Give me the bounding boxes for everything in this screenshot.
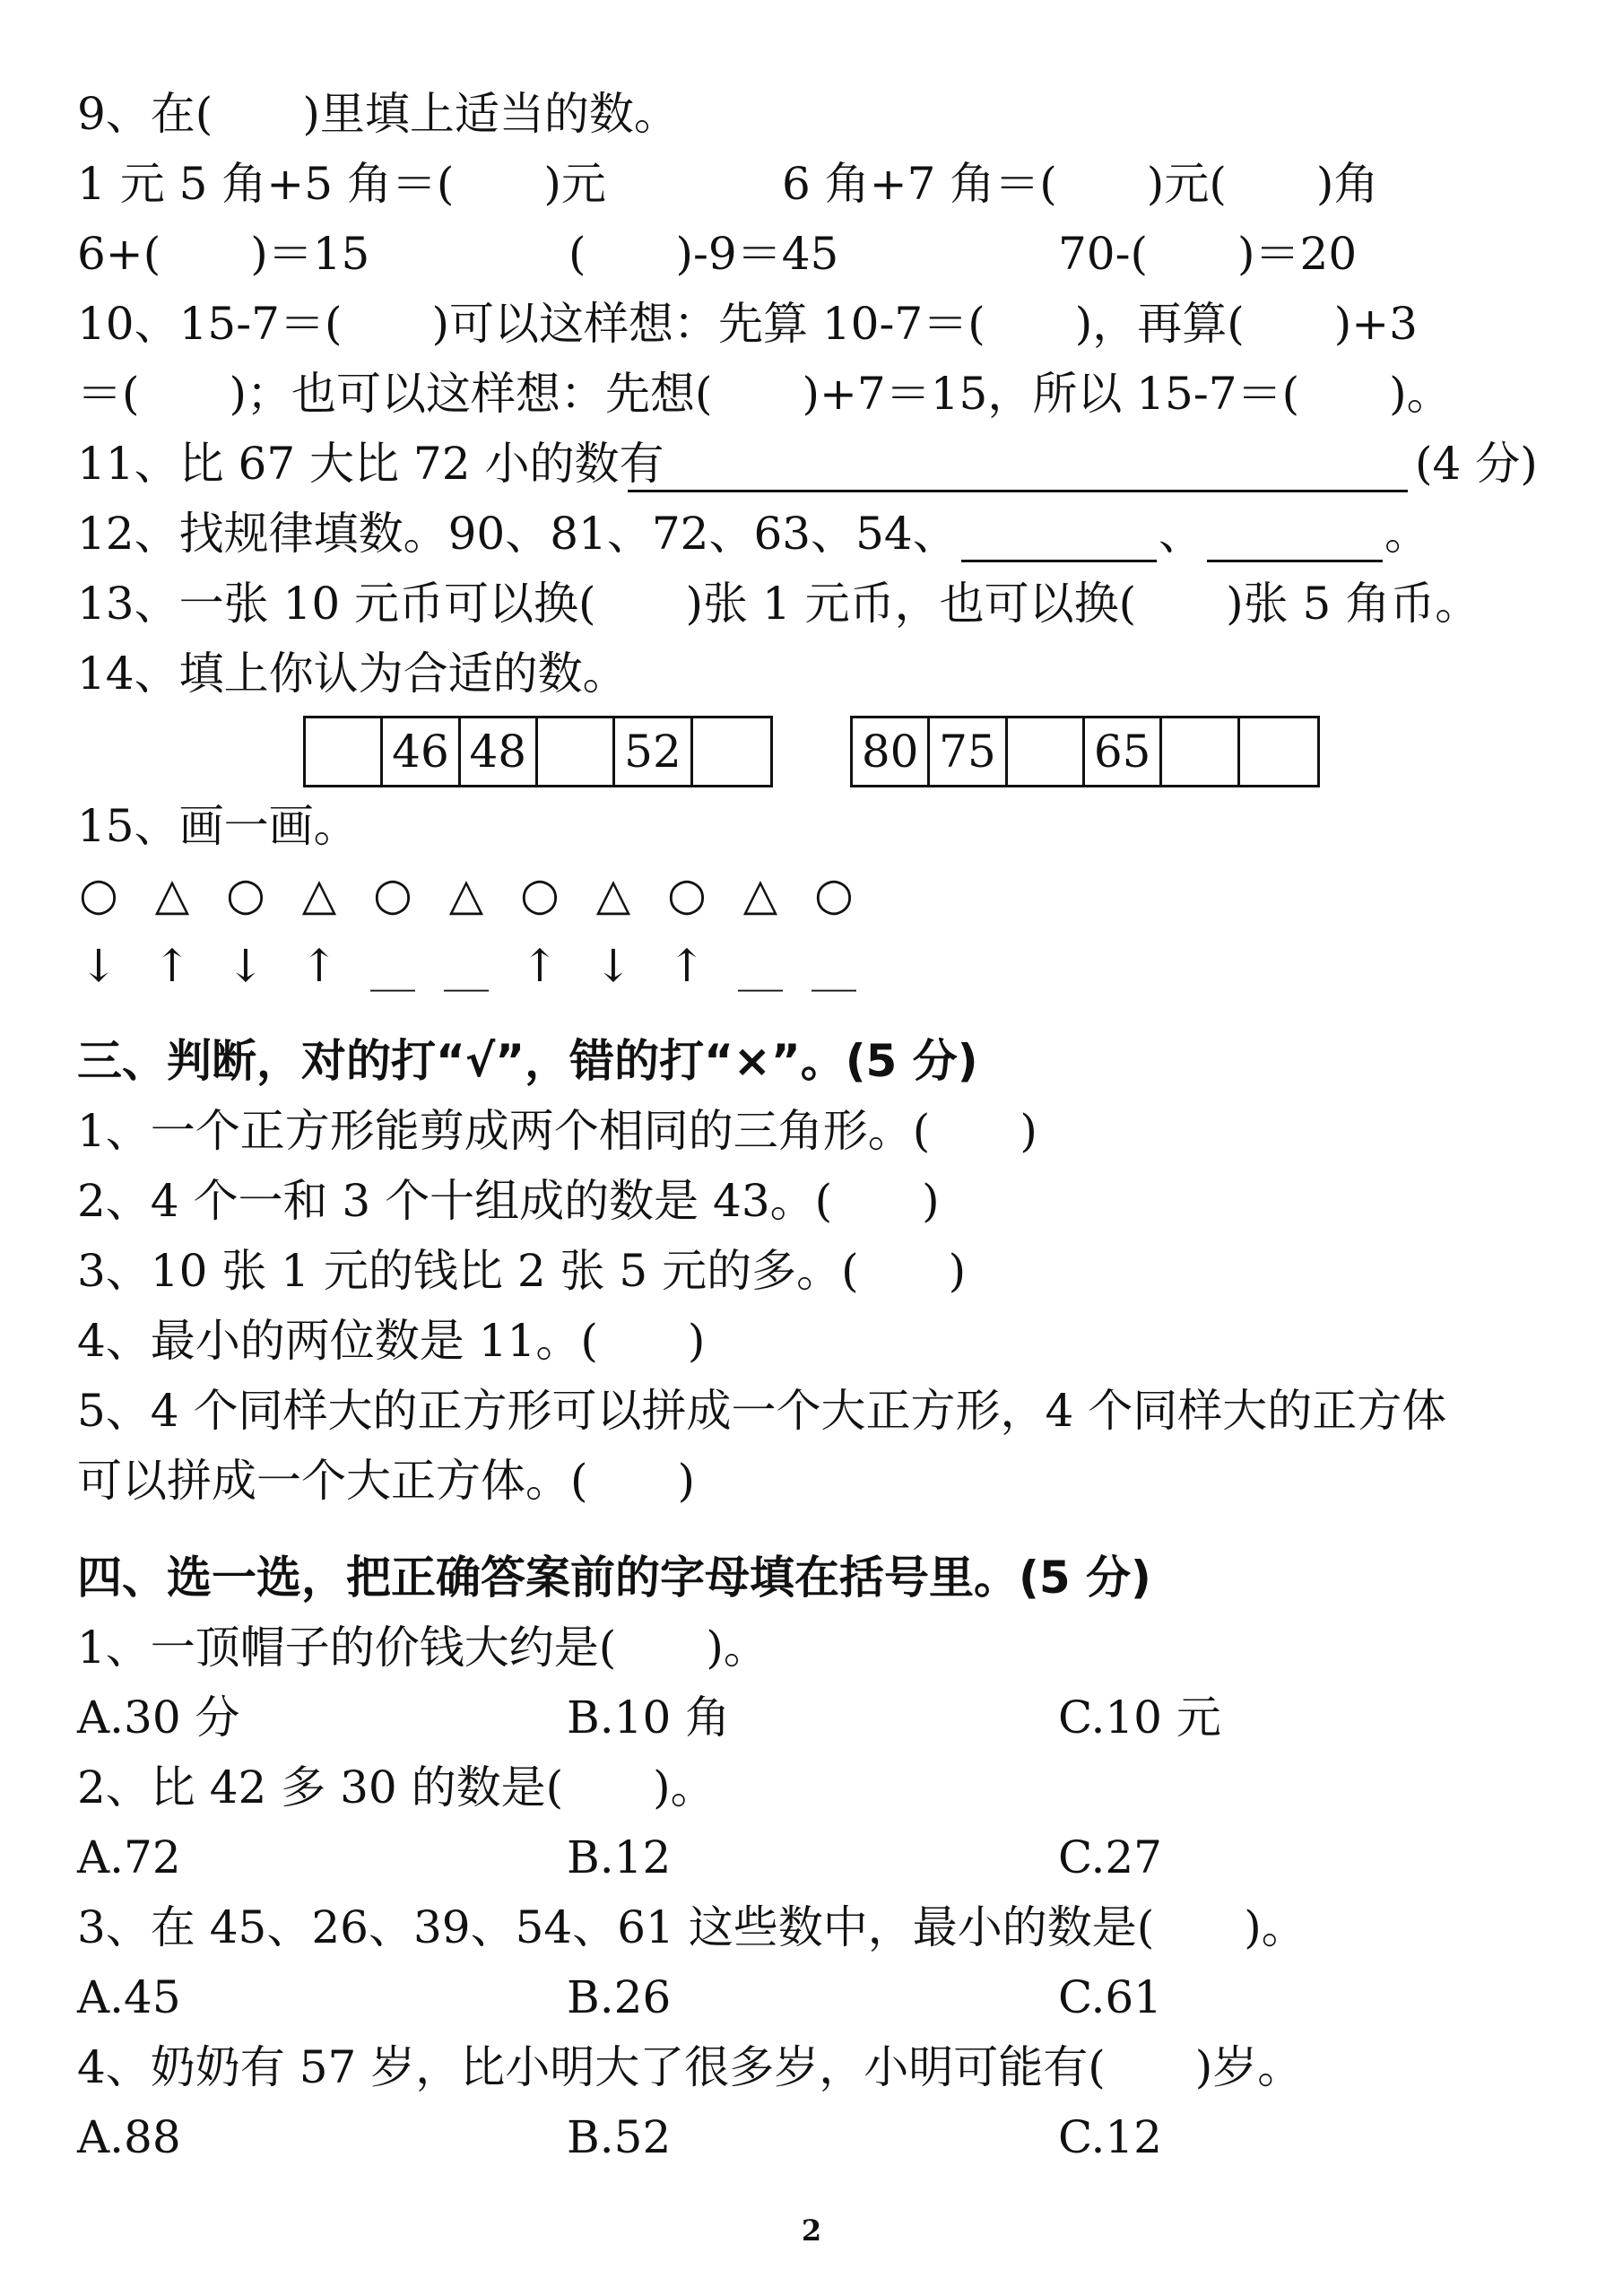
- page-number: 2: [801, 2213, 822, 2248]
- choice-2-option-c: C.27: [1058, 1831, 1162, 1883]
- q11-text: 11、比 67 大比 72 小的数有: [77, 438, 664, 490]
- sequence2-cell[interactable]: [1008, 718, 1085, 785]
- q12-end: 。: [1384, 508, 1429, 560]
- choice-1-option-a: A.30 分: [77, 1692, 240, 1744]
- pattern-arrow-2: ↓: [227, 940, 265, 992]
- choice-3-option-b: B.26: [567, 1971, 672, 2023]
- judge-item-4: 4、最小的两位数是 11。( ): [77, 1315, 706, 1367]
- q13-text: 13、一张 10 元币可以换( )张 1 元币，也可以换( )张 5 角币。: [77, 578, 1480, 630]
- q12-separator: 、: [1159, 508, 1203, 560]
- pattern-arrow-8: ↑: [668, 940, 706, 992]
- section4-title: 四、选一选，把正确答案前的字母填在括号里。(5 分): [77, 1552, 1151, 1604]
- pattern-shape-1: △: [154, 868, 190, 920]
- pattern-arrow-6: ↑: [521, 940, 559, 992]
- sequence1-cell[interactable]: [538, 718, 615, 785]
- judge-item-5-line1: 5、4 个同样大的正方形可以拼成一个大正方形，4 个同样大的正方体: [77, 1385, 1447, 1437]
- pattern-arrow-10[interactable]: __: [812, 940, 856, 992]
- pattern-arrow-5[interactable]: __: [444, 940, 489, 992]
- sequence1-cell[interactable]: [693, 718, 770, 785]
- q9-row2-left: 6+( )＝15: [77, 228, 370, 280]
- q15-text: 15、画一画。: [77, 800, 359, 852]
- sequence1-cell: 52: [615, 718, 692, 785]
- q10-line1: 10、15-7＝( )可以这样想：先算 10-7＝( )，再算( )+3: [77, 298, 1418, 350]
- choice-question-1: 1、一顶帽子的价钱大约是( )。: [77, 1622, 768, 1674]
- section3-title: 三、判断，对的打“√”，错的打“×”。(5 分): [77, 1035, 978, 1087]
- q12-answer-line-1[interactable]: [961, 560, 1157, 562]
- number-sequence-2: [850, 716, 1320, 787]
- q9-title: 9、在( )里填上适当的数。: [77, 88, 679, 140]
- q12-text: 12、找规律填数。90、81、72、63、54、: [77, 508, 958, 560]
- number-sequence-1: [303, 716, 773, 787]
- pattern-arrow-7: ↓: [595, 940, 632, 992]
- pattern-shape-4: ○: [373, 868, 412, 920]
- sequence1-cell[interactable]: [306, 718, 383, 785]
- q9-row2-right: 70-( )＝20: [1058, 228, 1358, 280]
- pattern-arrow-3: ↑: [300, 940, 338, 992]
- choice-2-option-a: A.72: [77, 1831, 181, 1883]
- pattern-shape-10: ○: [814, 868, 854, 920]
- q12-answer-line-2[interactable]: [1207, 560, 1383, 562]
- sequence2-cell[interactable]: [1240, 718, 1317, 785]
- pattern-shape-9: △: [742, 868, 778, 920]
- pattern-shape-2: ○: [226, 868, 265, 920]
- choice-4-option-b: B.52: [567, 2111, 672, 2163]
- pattern-shape-8: ○: [667, 868, 707, 920]
- pattern-shape-7: △: [595, 868, 631, 920]
- judge-item-2: 2、4 个一和 3 个十组成的数是 43。( ): [77, 1175, 940, 1227]
- q14-text: 14、填上你认为合适的数。: [77, 648, 628, 700]
- sequence2-cell: 80: [853, 718, 930, 785]
- sequence2-cell: 75: [930, 718, 1007, 785]
- pattern-shape-0: ○: [79, 868, 118, 920]
- choice-question-2: 2、比 42 多 30 的数是( )。: [77, 1761, 716, 1813]
- pattern-shape-3: △: [301, 868, 337, 920]
- sequence2-cell: 65: [1085, 718, 1162, 785]
- choice-4-option-c: C.12: [1058, 2111, 1162, 2163]
- pattern-arrow-0: ↓: [80, 940, 117, 992]
- choice-3-option-c: C.61: [1058, 1971, 1162, 2023]
- q11-answer-line[interactable]: [628, 490, 1408, 492]
- pattern-arrow-1: ↑: [153, 940, 191, 992]
- pattern-shape-5: △: [448, 868, 484, 920]
- q11-score: (4 分): [1415, 438, 1538, 490]
- choice-3-option-a: A.45: [77, 1971, 181, 2023]
- choice-2-option-b: B.12: [567, 1831, 672, 1883]
- choice-question-4: 4、奶奶有 57 岁，比小明大了很多岁，小明可能有( )岁。: [77, 2041, 1303, 2093]
- judge-item-3: 3、10 张 1 元的钱比 2 张 5 元的多。( ): [77, 1245, 967, 1297]
- q9-row1-right: 6 角+7 角＝( )元( )角: [782, 158, 1379, 210]
- pattern-shape-6: ○: [520, 868, 560, 920]
- sequence1-cell: 46: [383, 718, 460, 785]
- q10-line2: ＝( )；也可以这样想：先想( )+7＝15，所以 15-7＝( )。: [77, 368, 1452, 420]
- pattern-arrow-9[interactable]: __: [738, 940, 783, 992]
- choice-4-option-a: A.88: [77, 2111, 181, 2163]
- q9-row1-left: 1 元 5 角+5 角＝( )元: [77, 158, 606, 210]
- q9-row2-middle: ( )-9＝45: [568, 228, 839, 280]
- judge-item-1: 1、一个正方形能剪成两个相同的三角形。( ): [77, 1105, 1037, 1157]
- sequence1-cell: 48: [461, 718, 538, 785]
- pattern-arrow-4[interactable]: __: [370, 940, 415, 992]
- choice-question-3: 3、在 45、26、39、54、61 这些数中，最小的数是( )。: [77, 1901, 1306, 1953]
- choice-1-option-b: B.10 角: [567, 1692, 731, 1744]
- judge-item-5-line2: 可以拼成一个大正方体。( ): [77, 1455, 696, 1507]
- sequence2-cell[interactable]: [1162, 718, 1239, 785]
- choice-1-option-c: C.10 元: [1058, 1692, 1221, 1744]
